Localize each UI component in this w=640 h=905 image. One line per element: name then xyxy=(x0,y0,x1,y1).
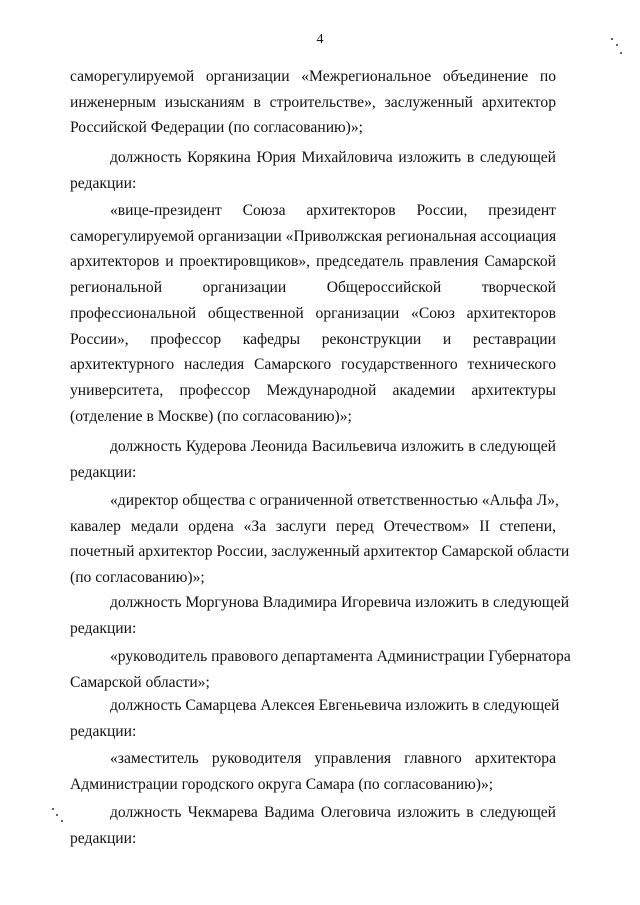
text-line: саморегулируемой организации «Межрегиональное объединение по xyxy=(70,68,556,85)
text-line: Самарской области»; xyxy=(70,673,210,691)
paragraph xyxy=(70,693,560,744)
text-line: редакции: xyxy=(70,463,137,481)
text-line: редакции: xyxy=(70,619,137,637)
text-line: (по согласованию)»; xyxy=(70,569,205,587)
text-line: редакции: xyxy=(70,722,137,740)
text-line: Администрации городского округа Самара (по согласованию)»; xyxy=(70,775,494,793)
scan-speck xyxy=(52,808,54,810)
text-line: должность Корякина Юрия Михайловича изложить в следующей xyxy=(110,149,556,166)
text-line: почетный архитектор России, заслуженный архитектор Самарской области xyxy=(70,543,570,561)
text-line: редакции: xyxy=(70,829,137,847)
text-line: (отделение в Москве) (по согласованию)»; xyxy=(70,407,352,425)
scan-speck xyxy=(56,814,58,816)
page-number: 4 xyxy=(316,32,324,47)
paragraph xyxy=(70,800,556,851)
scan-speck xyxy=(616,44,618,46)
text-line: России», профессор кафедры реконструкции и реставрации xyxy=(70,330,556,348)
scan-speck xyxy=(620,52,622,54)
paragraph xyxy=(70,644,571,695)
text-line: университета, профессор Международной академии архитектуры xyxy=(70,381,556,399)
text-line: профессиональной общественной организации «Союз архитекторов xyxy=(70,304,556,322)
text-line: должность Самарцева Алексея Евгеньевича изложить в следующей xyxy=(110,697,560,714)
text-line: архитекторов и проектировщиков», председатель правления Самарской xyxy=(70,253,556,271)
paragraph xyxy=(70,434,556,485)
text-line: региональной организации Общероссийской творческой xyxy=(70,279,556,297)
text-line: должность Кудерова Леонида Васильевича изложить в следующей xyxy=(110,438,556,455)
text-line: должность Чекмарева Вадима Олеговича изложить в следующей xyxy=(110,804,556,821)
scan-speck xyxy=(61,820,63,822)
text-line: саморегулируемой организации «Приволжская региональная ассоциация xyxy=(70,227,557,245)
paragraph xyxy=(70,746,556,797)
paragraph xyxy=(70,198,556,429)
text-line: инженерным изысканиям в строительстве», заслуженный архитектор xyxy=(70,93,556,111)
paragraph xyxy=(70,145,556,196)
paragraph xyxy=(70,64,556,141)
text-line: «вице-президент Союза архитекторов России, президент xyxy=(110,202,556,219)
text-line: «руководитель правового департамента Администрации Губернатора xyxy=(110,648,571,665)
text-line: «заместитель руководителя управления главного архитектора xyxy=(110,750,556,767)
text-line: редакции: xyxy=(70,174,137,192)
text-line: архитектурного наследия Самарского государственного технического xyxy=(70,356,556,374)
paragraph xyxy=(70,488,570,591)
scan-speck xyxy=(611,38,613,40)
paragraph xyxy=(70,590,570,641)
text-line: «директор общества с ограниченной ответственностью «Альфа Л», xyxy=(110,492,559,509)
text-line: кавалер медали ордена «За заслуги перед Отечеством» II степени, xyxy=(70,517,556,535)
text-line: должность Моргунова Владимира Игоревича изложить в следующей xyxy=(110,594,570,611)
text-line: Российской Федерации (по согласованию)»; xyxy=(70,119,364,137)
